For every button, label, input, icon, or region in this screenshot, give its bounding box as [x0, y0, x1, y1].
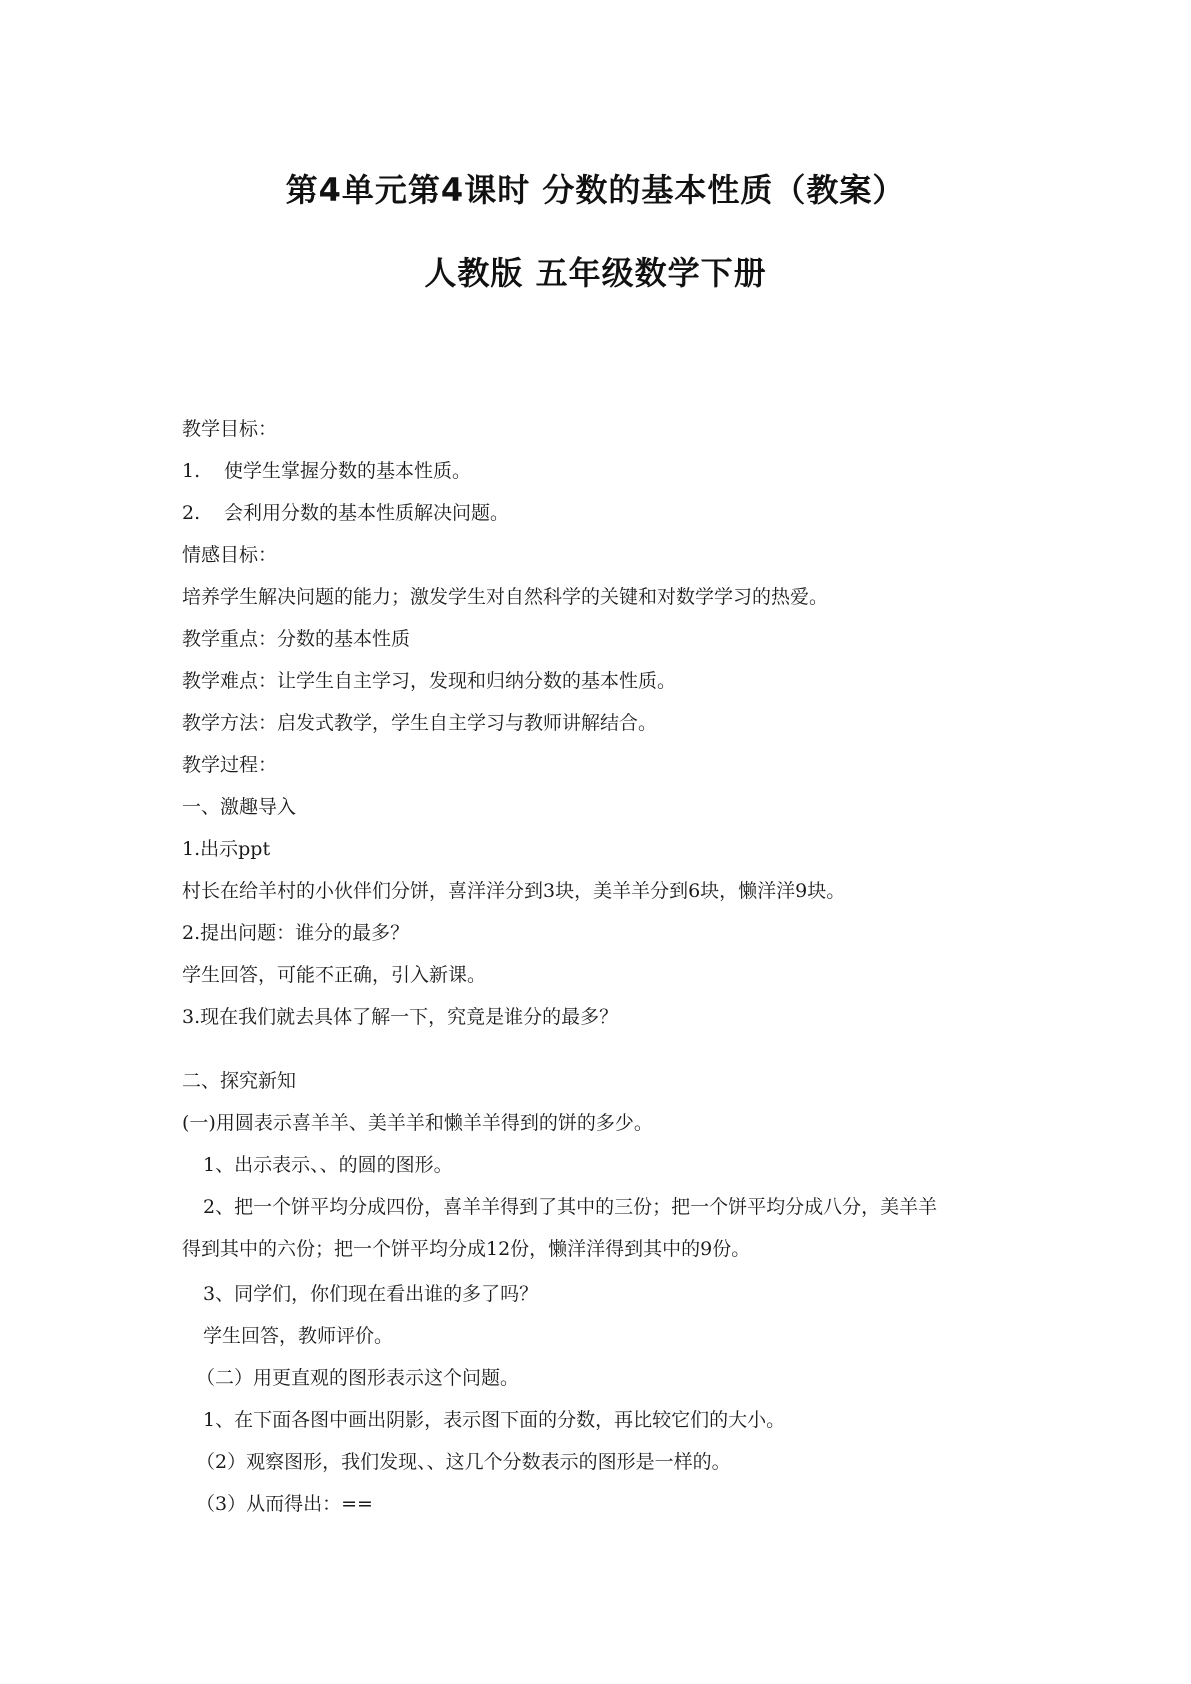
- section1-line: 3.现在我们就去具体了解一下，究竟是谁分的最多？: [182, 1006, 619, 1028]
- process-heading: 教学过程：: [182, 754, 278, 776]
- objective-item: [182, 492, 1052, 534]
- lesson-plan-body: [182, 408, 1052, 1525]
- section2-part1-item: 2、把一个饼平均分成四份，喜羊羊得到了其中的三份；把一个饼平均分成八分，美羊羊: [203, 1196, 938, 1218]
- section1-line: 村长在给羊村的小伙伴们分饼，喜洋洋分到3块，美羊羊分到6块，懒洋洋9块。: [182, 880, 846, 902]
- objective-number: 1.: [182, 460, 201, 482]
- section1-line: 1.出示ppt: [182, 838, 271, 860]
- section1-line: 学生回答，可能不正确，引入新课。: [182, 964, 487, 986]
- section2-part1-item: 3、同学们，你们现在看出谁的多了吗？: [203, 1283, 539, 1305]
- section2-part2-item: 1、在下面各图中画出阴影，表示图下面的分数，再比较它们的大小。: [203, 1409, 786, 1431]
- objective-text: 会利用分数的基本性质解决问题。: [224, 502, 510, 524]
- section2-heading: 二、探究新知: [182, 1070, 297, 1092]
- emotion-heading: 情感目标：: [182, 544, 278, 566]
- section2-part2-item: （2）观察图形，我们发现、、这几个分数表示的图形是一样的。: [196, 1451, 731, 1473]
- section1-line: 2.提出问题：谁分的最多？: [182, 922, 410, 944]
- section2-part1-item: 学生回答，教师评价。: [203, 1325, 394, 1347]
- objective-text: 使学生掌握分数的基本性质。: [224, 460, 472, 482]
- section2-part1-item-continued: 得到其中的六份；把一个饼平均分成12份，懒洋洋得到其中的9份。: [182, 1238, 751, 1260]
- section2-part2-item: （3）从而得出：==: [196, 1493, 373, 1515]
- document-subtitle: 人教版 五年级数学下册: [424, 254, 767, 292]
- section1-heading: 一、激趣导入: [182, 796, 297, 818]
- emotion-text: 培养学生解决问题的能力；激发学生对自然科学的关键和对数学学习的热爱。: [182, 586, 829, 608]
- section2-part2-heading: （二）用更直观的图形表示这个问题。: [196, 1367, 520, 1389]
- objectives-heading: 教学目标：: [182, 418, 278, 440]
- document-title: 第4单元第4课时 分数的基本性质（教案）: [285, 171, 906, 209]
- key-point: 教学重点：分数的基本性质: [182, 628, 411, 650]
- objective-number: 2.: [182, 502, 201, 524]
- teaching-method: 教学方法：启发式教学，学生自主学习与教师讲解结合。: [182, 712, 658, 734]
- objective-item: [182, 450, 1052, 492]
- section2-part1-item: 1、出示表示、、的圆的图形。: [203, 1154, 453, 1176]
- difficulty: 教学难点：让学生自主学习，发现和归纳分数的基本性质。: [182, 670, 677, 692]
- section2-part1-heading: (一)用圆表示喜羊羊、美羊羊和懒羊羊得到的饼的多少。: [182, 1112, 653, 1134]
